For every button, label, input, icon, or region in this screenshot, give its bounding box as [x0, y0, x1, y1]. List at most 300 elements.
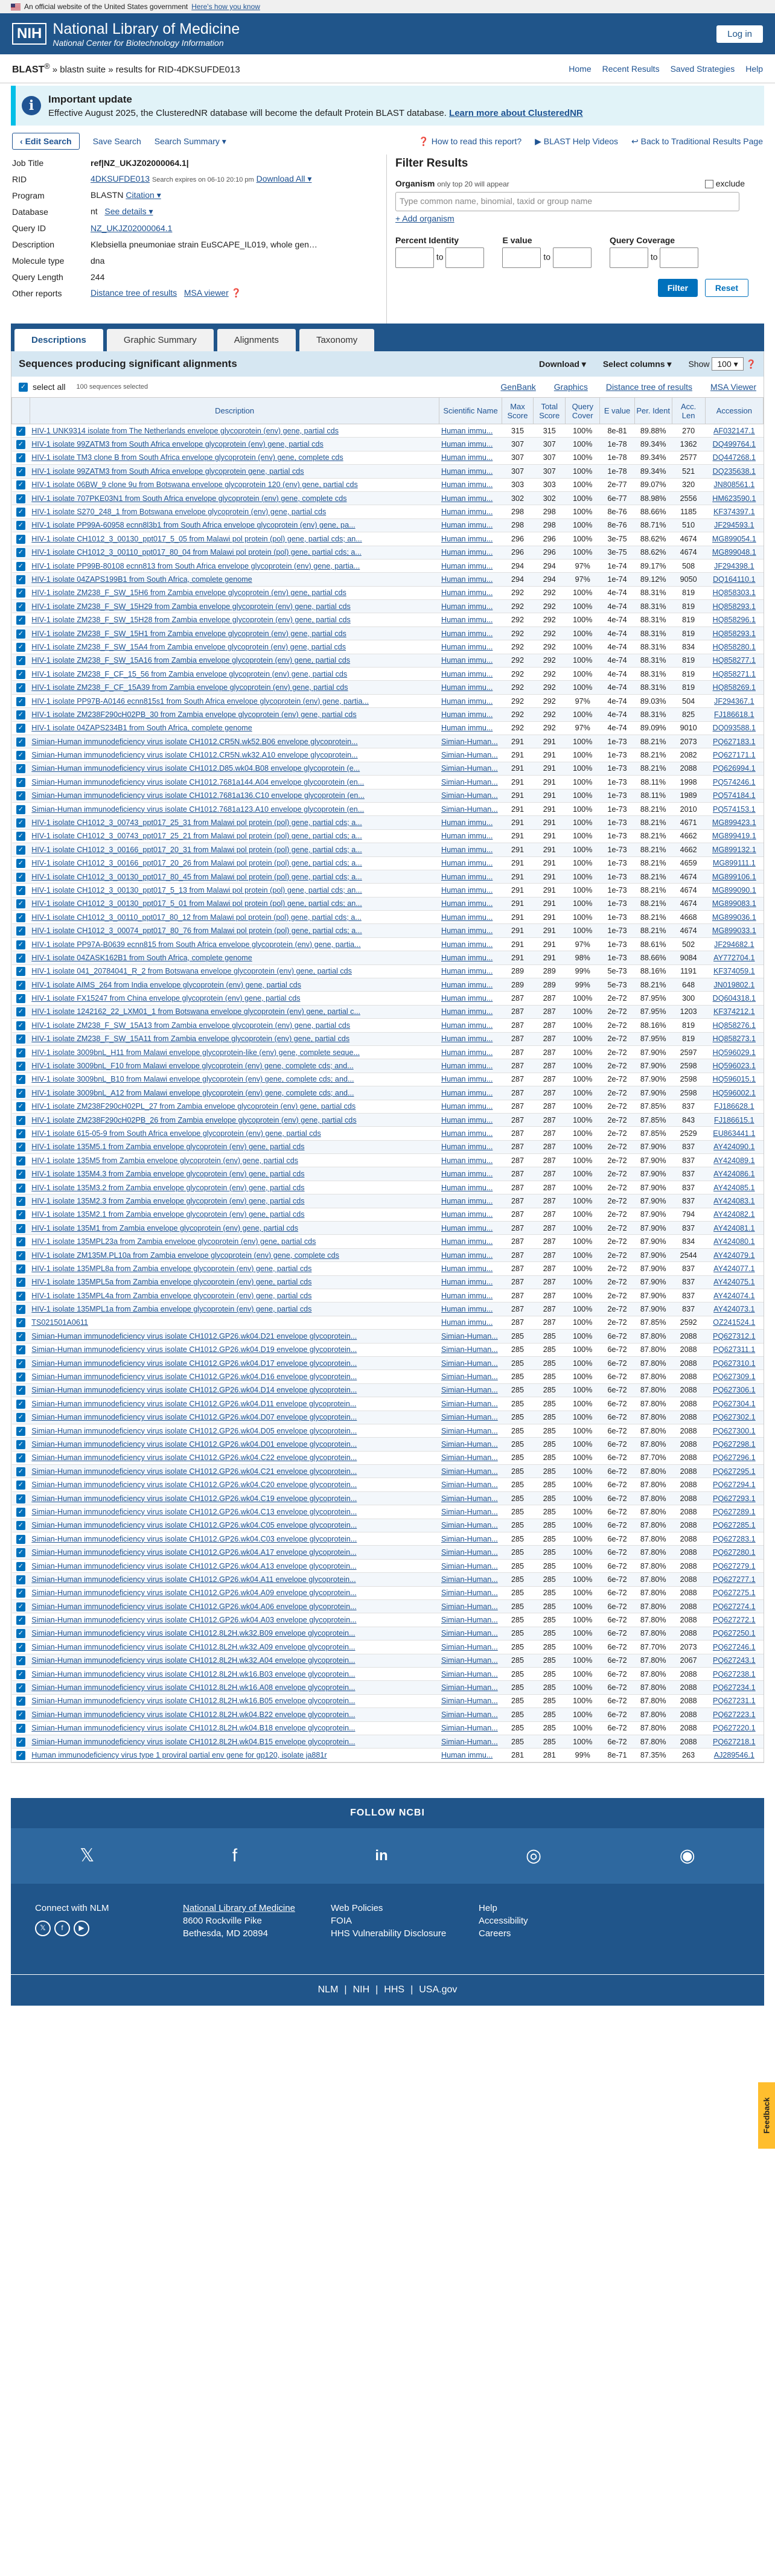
row-sci-name[interactable]: Human immu... — [439, 1154, 502, 1167]
row-sci-name[interactable]: Human immu... — [439, 1140, 502, 1153]
row-checkbox[interactable]: ✓ — [16, 873, 25, 882]
row-accession[interactable]: HQ596023.1 — [705, 1059, 763, 1073]
row-description[interactable]: Simian-Human immunodeficiency virus isolate CH1012.7681a123.A10 envelope glycoprotein (en... — [30, 802, 439, 815]
row-checkbox[interactable]: ✓ — [16, 710, 25, 719]
row-checkbox[interactable]: ✓ — [16, 1089, 25, 1098]
row-sci-name[interactable]: Human immu... — [439, 1113, 502, 1126]
row-accession[interactable]: PQ627243.1 — [705, 1654, 763, 1667]
save-search-link[interactable]: Save Search — [92, 136, 141, 146]
row-description[interactable]: HIV-1 UNK9314 isolate from The Netherlands envelope glycoprotein (env) gene, partial cds — [30, 424, 439, 438]
distance-tree-link[interactable]: Distance tree of results — [91, 288, 177, 298]
row-sci-name[interactable]: Human immu... — [439, 613, 502, 626]
filter-button[interactable]: Filter — [658, 279, 698, 297]
row-checkbox[interactable]: ✓ — [16, 656, 25, 665]
row-accession[interactable]: JN808561.1 — [705, 478, 763, 491]
row-accession[interactable]: PQ627279.1 — [705, 1559, 763, 1572]
row-sci-name[interactable]: Simian-Human... — [439, 735, 502, 748]
row-description[interactable]: HIV-1 isolate ZM238F290cH02PL_27 from Zambia envelope glycoprotein (env) gene, partial cds — [30, 1100, 439, 1113]
row-accession[interactable]: PQ574184.1 — [705, 789, 763, 802]
row-sci-name[interactable]: Human immu... — [439, 546, 502, 559]
row-accession[interactable]: HQ858293.1 — [705, 626, 763, 640]
row-description[interactable]: HIV-1 isolate 04ZASK162B1 from South Africa, complete genome — [30, 951, 439, 964]
row-accession[interactable]: PQ627275.1 — [705, 1586, 763, 1599]
row-sci-name[interactable]: Simian-Human... — [439, 748, 502, 762]
row-sci-name[interactable]: Human immu... — [439, 532, 502, 546]
row-checkbox[interactable]: ✓ — [16, 1129, 25, 1138]
row-checkbox[interactable]: ✓ — [16, 1738, 25, 1747]
row-checkbox[interactable]: ✓ — [16, 683, 25, 692]
tab-alignments[interactable]: Alignments — [217, 329, 296, 351]
row-checkbox[interactable]: ✓ — [16, 670, 25, 679]
row-description[interactable]: Simian-Human immunodeficiency virus isolate CH1012.GP26.wk04.D14 envelope glycoprotein... — [30, 1383, 439, 1397]
row-accession[interactable]: PQ574153.1 — [705, 802, 763, 815]
row-checkbox[interactable]: ✓ — [16, 1453, 25, 1462]
row-sci-name[interactable]: Human immu... — [439, 518, 502, 532]
row-sci-name[interactable]: Human immu... — [439, 668, 502, 681]
row-accession[interactable]: DQ164110.1 — [705, 573, 763, 586]
row-checkbox[interactable]: ✓ — [16, 616, 25, 625]
row-checkbox[interactable]: ✓ — [16, 562, 25, 571]
row-accession[interactable]: EU863441.1 — [705, 1127, 763, 1140]
row-checkbox[interactable]: ✓ — [16, 1575, 25, 1584]
row-description[interactable]: HIV-1 isolate CH1012_3_00166_ppt017_20_26 from Malawi pol protein (pol) gene, partial cds; a... — [30, 856, 439, 870]
row-checkbox[interactable]: ✓ — [16, 1683, 25, 1692]
row-description[interactable]: HIV-1 isolate CH1012_3_00130_ppt017_5_13 from Malawi pol protein (pol) gene, partial cds; an... — [30, 884, 439, 897]
row-description[interactable]: HIV-1 isolate 3009bnL_B10 from Malawi envelope glycoprotein (env) gene, complete cds; and... — [30, 1073, 439, 1086]
col-total-score[interactable]: Total Score — [534, 398, 566, 424]
row-sci-name[interactable]: Simian-Human... — [439, 1491, 502, 1505]
row-checkbox[interactable]: ✓ — [16, 480, 25, 489]
nav-home[interactable]: Home — [569, 63, 592, 74]
row-accession[interactable]: AY424083.1 — [705, 1194, 763, 1208]
details-link[interactable]: See details ▾ — [104, 206, 153, 216]
row-description[interactable]: HIV-1 isolate PP97B-A0146 ecnn815s1 from South Africa envelope glycoprotein (env) gene, partia... — [30, 694, 439, 707]
qc-min-input[interactable] — [610, 247, 648, 268]
row-description[interactable]: Simian-Human immunodeficiency virus isolate CH1012.CR5N.wk52.B06 envelope glycoprotein... — [30, 735, 439, 748]
row-description[interactable]: HIV-1 isolate 135MPL23a from Zambia envelope glycoprotein (env) gene, partial cds — [30, 1235, 439, 1248]
row-sci-name[interactable]: Simian-Human... — [439, 789, 502, 802]
row-description[interactable]: HIV-1 isolate 3009bnL_H11 from Malawi envelope glycoprotein-like (env) gene, complete seque... — [30, 1045, 439, 1059]
row-accession[interactable]: DQ604318.1 — [705, 992, 763, 1005]
row-description[interactable]: HIV-1 isolate ZM238_F_SW_15A16 from Zambia envelope glycoprotein (env) gene, partial cds — [30, 654, 439, 667]
row-sci-name[interactable]: Human immu... — [439, 626, 502, 640]
row-sci-name[interactable]: Simian-Human... — [439, 1505, 502, 1519]
row-accession[interactable]: PQ627311.1 — [705, 1343, 763, 1356]
row-description[interactable]: Simian-Human immunodeficiency virus isolate CH1012.8L2H.wk16.A08 envelope glycoprotein... — [30, 1681, 439, 1694]
nlm-bottom-link[interactable]: NLM — [317, 1985, 339, 1995]
row-checkbox[interactable]: ✓ — [16, 1170, 25, 1179]
row-description[interactable]: Simian-Human immunodeficiency virus isolate CH1012.GP26.wk04.A13 envelope glycoprotein... — [30, 1559, 439, 1572]
row-sci-name[interactable]: Simian-Human... — [439, 762, 502, 775]
row-accession[interactable]: PQ627231.1 — [705, 1694, 763, 1707]
twitter-icon[interactable]: 𝕏 — [35, 1921, 51, 1936]
row-description[interactable]: Simian-Human immunodeficiency virus isolate CH1012.8L2H.wk32.B09 envelope glycoprotein... — [30, 1627, 439, 1640]
row-checkbox[interactable]: ✓ — [16, 751, 25, 760]
row-sci-name[interactable]: Simian-Human... — [439, 1438, 502, 1451]
row-accession[interactable]: HQ858271.1 — [705, 668, 763, 681]
row-description[interactable]: Simian-Human immunodeficiency virus isolate CH1012.GP26.wk04.D01 envelope glycoprotein... — [30, 1438, 439, 1451]
row-checkbox[interactable]: ✓ — [16, 724, 25, 733]
row-sci-name[interactable]: Simian-Human... — [439, 1370, 502, 1383]
row-checkbox[interactable]: ✓ — [16, 1427, 25, 1436]
row-description[interactable]: HIV-1 isolate 1242162_22_LXM01_1 from Botswana envelope glycoprotein (env) gene, partial c... — [30, 1005, 439, 1018]
row-checkbox[interactable]: ✓ — [16, 818, 25, 827]
row-accession[interactable]: JF294398.1 — [705, 559, 763, 572]
gov-link[interactable]: Here's how you know — [191, 2, 260, 11]
row-checkbox[interactable]: ✓ — [16, 1184, 25, 1193]
row-checkbox[interactable]: ✓ — [16, 1481, 25, 1490]
row-sci-name[interactable]: Human immu... — [439, 491, 502, 505]
msa-viewer-link[interactable]: MSA Viewer — [710, 382, 756, 392]
row-accession[interactable]: AY424089.1 — [705, 1154, 763, 1167]
row-description[interactable]: HIV-1 isolate FX15247 from China envelope glycoprotein (env) gene, partial cds — [30, 992, 439, 1005]
row-checkbox[interactable]: ✓ — [16, 1224, 25, 1233]
row-sci-name[interactable]: Simian-Human... — [439, 1343, 502, 1356]
row-description[interactable]: Simian-Human immunodeficiency virus isolate CH1012.GP26.wk04.D19 envelope glycoprotein... — [30, 1343, 439, 1356]
col-acc-len[interactable]: Acc. Len — [672, 398, 705, 424]
col-scientific-name[interactable]: Scientific Name — [439, 398, 502, 424]
pid-min-input[interactable] — [395, 247, 434, 268]
row-accession[interactable]: PQ627171.1 — [705, 748, 763, 762]
row-checkbox[interactable]: ✓ — [16, 1562, 25, 1571]
row-accession[interactable]: MG899054.1 — [705, 532, 763, 546]
edit-search-button[interactable]: ‹ Edit Search — [12, 133, 80, 150]
row-sci-name[interactable]: Human immu... — [439, 964, 502, 978]
row-description[interactable]: Simian-Human immunodeficiency virus isolate CH1012.8L2H.wk04.B22 envelope glycoprotein... — [30, 1708, 439, 1721]
row-description[interactable]: HIV-1 isolate PP99B-80108 ecnn813 from South Africa envelope glycoprotein (env) gene, partia... — [30, 559, 439, 572]
tab-descriptions[interactable]: Descriptions — [14, 329, 103, 351]
row-description[interactable]: HIV-1 isolate CH1012_3_00130_ppt017_80_45 from Malawi pol protein (pol) gene, partial cds; a... — [30, 870, 439, 883]
row-accession[interactable]: HQ596029.1 — [705, 1045, 763, 1059]
graphics-link[interactable]: Graphics — [553, 382, 588, 392]
row-sci-name[interactable]: Simian-Human... — [439, 1613, 502, 1627]
row-accession[interactable]: PQ627218.1 — [705, 1735, 763, 1748]
row-description[interactable]: HIV-1 isolate 135M2.3 from Zambia envelope glycoprotein (env) gene, partial cds — [30, 1194, 439, 1208]
row-checkbox[interactable]: ✓ — [16, 1048, 25, 1057]
row-checkbox[interactable]: ✓ — [16, 1386, 25, 1395]
row-description[interactable]: HIV-1 isolate ZM238_F_SW_15H29 from Zambia envelope glycoprotein (env) gene, partial cds — [30, 600, 439, 613]
row-description[interactable]: HIV-1 isolate ZM238_F_SW_15A11 from Zambia envelope glycoprotein (env) gene, partial cds — [30, 1032, 439, 1045]
download-all[interactable]: Download All ▾ — [256, 174, 312, 183]
row-description[interactable]: Simian-Human immunodeficiency virus isolate CH1012.GP26.wk04.D17 envelope glycoprotein... — [30, 1356, 439, 1369]
row-accession[interactable]: HM623590.1 — [705, 491, 763, 505]
row-checkbox[interactable]: ✓ — [16, 1143, 25, 1152]
row-accession[interactable]: PQ627285.1 — [705, 1519, 763, 1532]
row-sci-name[interactable]: Human immu... — [439, 573, 502, 586]
row-checkbox[interactable]: ✓ — [16, 1751, 25, 1760]
row-accession[interactable]: PQ627310.1 — [705, 1356, 763, 1369]
row-sci-name[interactable]: Simian-Human... — [439, 802, 502, 815]
row-sci-name[interactable]: Simian-Human... — [439, 1383, 502, 1397]
hhs-disclosure-link[interactable]: HHS Vulnerability Disclosure — [331, 1928, 447, 1939]
row-sci-name[interactable]: Human immu... — [439, 1235, 502, 1248]
row-accession[interactable]: PQ627294.1 — [705, 1478, 763, 1491]
row-checkbox[interactable]: ✓ — [16, 1035, 25, 1044]
row-description[interactable]: HIV-1 isolate ZM238_F_CF_15_56 from Zambia envelope glycoprotein (env) gene, partial cds — [30, 668, 439, 681]
row-checkbox[interactable]: ✓ — [16, 508, 25, 517]
row-sci-name[interactable]: Simian-Human... — [439, 1735, 502, 1748]
tab-taxonomy[interactable]: Taxonomy — [299, 329, 374, 351]
row-description[interactable]: HIV-1 isolate ZM238_F_SW_15A4 from Zambia envelope glycoprotein (env) gene, partial cds — [30, 640, 439, 654]
row-checkbox[interactable]: ✓ — [16, 1251, 25, 1260]
row-checkbox[interactable]: ✓ — [16, 899, 25, 908]
row-description[interactable]: HIV-1 isolate CH1012_3_00743_ppt017_25_31 from Malawi pol protein (pol) gene, partial cds; a... — [30, 816, 439, 829]
col-max-score[interactable]: Max Score — [502, 398, 534, 424]
row-description[interactable]: Simian-Human immunodeficiency virus isolate CH1012.GP26.wk04.D16 envelope glycoprotein... — [30, 1370, 439, 1383]
row-accession[interactable]: HQ596015.1 — [705, 1073, 763, 1086]
row-accession[interactable]: DQ499764.1 — [705, 438, 763, 451]
row-accession[interactable]: AY424082.1 — [705, 1208, 763, 1221]
genbank-link[interactable]: GenBank — [500, 382, 536, 392]
row-accession[interactable]: HQ858273.1 — [705, 1032, 763, 1045]
row-accession[interactable]: PQ627246.1 — [705, 1640, 763, 1654]
row-checkbox[interactable]: ✓ — [16, 1710, 25, 1720]
row-description[interactable]: Simian-Human immunodeficiency virus isolate CH1012.GP26.wk04.D11 envelope glycoprotein... — [30, 1397, 439, 1411]
row-sci-name[interactable]: Human immu... — [439, 951, 502, 964]
row-sci-name[interactable]: Human immu... — [439, 1005, 502, 1018]
row-checkbox[interactable]: ✓ — [16, 886, 25, 895]
row-description[interactable]: Simian-Human immunodeficiency virus isolate CH1012.GP26.wk04.C13 envelope glycoprotein... — [30, 1505, 439, 1519]
row-sci-name[interactable]: Human immu... — [439, 870, 502, 883]
row-checkbox[interactable]: ✓ — [16, 1535, 25, 1544]
row-checkbox[interactable]: ✓ — [16, 1318, 25, 1327]
row-checkbox[interactable]: ✓ — [16, 1413, 25, 1422]
row-sci-name[interactable]: Human immu... — [439, 829, 502, 843]
row-checkbox[interactable]: ✓ — [16, 1345, 25, 1354]
row-accession[interactable]: KF374059.1 — [705, 964, 763, 978]
row-sci-name[interactable]: Human immu... — [439, 465, 502, 478]
row-description[interactable]: HIV-1 isolate CH1012_3_00743_ppt017_25_21 from Malawi pol protein (pol) gene, partial cds; a... — [30, 829, 439, 843]
query-id-link[interactable]: NZ_UKJZ02000064.1 — [91, 223, 173, 233]
row-sci-name[interactable]: Human immu... — [439, 1248, 502, 1261]
feedback-button[interactable]: Feedback — [758, 2082, 775, 2149]
row-sci-name[interactable]: Human immu... — [439, 1059, 502, 1073]
col-description[interactable]: Description — [30, 398, 439, 424]
row-checkbox[interactable]: ✓ — [16, 846, 25, 855]
row-checkbox[interactable]: ✓ — [16, 1697, 25, 1706]
linkedin-icon[interactable]: in — [375, 1847, 388, 1864]
row-sci-name[interactable]: Human immu... — [439, 1127, 502, 1140]
row-sci-name[interactable]: Human immu... — [439, 600, 502, 613]
row-sci-name[interactable]: Simian-Human... — [439, 1681, 502, 1694]
row-checkbox[interactable]: ✓ — [16, 1508, 25, 1517]
row-description[interactable]: HIV-1 isolate 04ZAPS199B1 from South Africa, complete genome — [30, 573, 439, 586]
row-description[interactable]: Human immunodeficiency virus type 1 proviral partial env gene for gp120, isolate ja881r — [30, 1749, 439, 1762]
banner-link[interactable]: Learn more about ClusteredNR — [449, 107, 583, 118]
row-checkbox[interactable]: ✓ — [16, 1332, 25, 1341]
row-sci-name[interactable]: Human immu... — [439, 1032, 502, 1045]
row-sci-name[interactable]: Simian-Human... — [439, 1573, 502, 1586]
row-sci-name[interactable]: Human immu... — [439, 1045, 502, 1059]
row-accession[interactable]: PQ627183.1 — [705, 735, 763, 748]
help-videos-link[interactable] — [535, 136, 618, 147]
row-accession[interactable]: HQ858303.1 — [705, 586, 763, 599]
qc-max-input[interactable] — [660, 247, 698, 268]
facebook-icon[interactable]: f — [54, 1921, 70, 1936]
row-checkbox[interactable]: ✓ — [16, 1156, 25, 1165]
row-sci-name[interactable]: Simian-Human... — [439, 1654, 502, 1667]
row-sci-name[interactable]: Human immu... — [439, 654, 502, 667]
ev-max-input[interactable] — [553, 247, 592, 268]
row-description[interactable]: HIV-1 isolate 135MPL8a from Zambia envelope glycoprotein (env) gene, partial cds — [30, 1262, 439, 1275]
row-accession[interactable]: PQ627300.1 — [705, 1424, 763, 1437]
row-accession[interactable]: PQ627309.1 — [705, 1370, 763, 1383]
col-accession[interactable]: Accession — [705, 398, 763, 424]
row-sci-name[interactable]: Simian-Human... — [439, 1559, 502, 1572]
row-description[interactable]: TS021501A0611 — [30, 1316, 439, 1329]
foia-link[interactable]: FOIA — [331, 1915, 352, 1926]
row-sci-name[interactable]: Human immu... — [439, 1194, 502, 1208]
row-description[interactable]: HIV-1 isolate 615-05-9 from South Africa envelope glycoprotein (env) gene, partial cds — [30, 1127, 439, 1140]
row-sci-name[interactable]: Human immu... — [439, 978, 502, 992]
row-description[interactable]: HIV-1 isolate PP97A-B0639 ecnn815 from South Africa envelope glycoprotein (env) gene, partia... — [30, 937, 439, 951]
row-accession[interactable]: AY424090.1 — [705, 1140, 763, 1153]
row-description[interactable]: HIV-1 isolate ZM135M.PL10a from Zambia envelope glycoprotein (env) gene, complete cds — [30, 1248, 439, 1261]
row-description[interactable]: Simian-Human immunodeficiency virus isolate CH1012.GP26.wk04.A03 envelope glycoprotein... — [30, 1613, 439, 1627]
row-accession[interactable]: MG899106.1 — [705, 870, 763, 883]
row-description[interactable]: HIV-1 isolate 135MPL1a from Zambia envelope glycoprotein (env) gene, partial cds — [30, 1302, 439, 1316]
row-description[interactable]: HIV-1 isolate PP99A-60958 ecnn8l3b1 from South Africa envelope glycoprotein (env) gene, pa... — [30, 518, 439, 532]
row-checkbox[interactable]: ✓ — [16, 738, 25, 747]
row-accession[interactable]: JN019802.1 — [705, 978, 763, 992]
row-description[interactable]: HIV-1 isolate 06BW_9 clone 9u from Botswana envelope glycoprotein 120 (env) gene, partial cds — [30, 478, 439, 491]
row-checkbox[interactable]: ✓ — [16, 1278, 25, 1287]
row-description[interactable]: HIV-1 isolate CH1012_3_00110_ppt017_80_04 from Malawi pol protein (pol) gene, partial cds; a... — [30, 546, 439, 559]
accessibility-link[interactable]: Accessibility — [479, 1915, 528, 1926]
row-checkbox[interactable]: ✓ — [16, 697, 25, 706]
row-description[interactable]: Simian-Human immunodeficiency virus isolate CH1012.GP26.wk04.C05 envelope glycoprotein... — [30, 1519, 439, 1532]
row-accession[interactable]: PQ627223.1 — [705, 1708, 763, 1721]
row-sci-name[interactable]: Human immu... — [439, 924, 502, 937]
row-accession[interactable]: MG899036.1 — [705, 911, 763, 924]
row-description[interactable]: HIV-1 isolate 135M3.2 from Zambia envelope glycoprotein (env) gene, partial cds — [30, 1181, 439, 1194]
usagov-bottom-link[interactable]: USA.gov — [419, 1985, 458, 1995]
row-description[interactable]: HIV-1 isolate 3009bnL_A12 from Malawi envelope glycoprotein (env) gene, complete cds; and... — [30, 1086, 439, 1100]
row-sci-name[interactable]: Simian-Human... — [439, 1424, 502, 1437]
tab-graphic-summary[interactable]: Graphic Summary — [107, 329, 214, 351]
row-sci-name[interactable]: Human immu... — [439, 897, 502, 910]
row-checkbox[interactable]: ✓ — [16, 1643, 25, 1652]
row-accession[interactable]: PQ627304.1 — [705, 1397, 763, 1411]
row-sci-name[interactable]: Human immu... — [439, 505, 502, 518]
col-query-cover[interactable]: Query Cover — [566, 398, 600, 424]
row-accession[interactable]: MG899419.1 — [705, 829, 763, 843]
row-checkbox[interactable]: ✓ — [16, 926, 25, 936]
row-description[interactable]: HIV-1 isolate 135M2.1 from Zambia envelope glycoprotein (env) gene, partial cds — [30, 1208, 439, 1221]
row-accession[interactable]: PQ627295.1 — [705, 1465, 763, 1478]
row-description[interactable]: HIV-1 isolate 135MPL5a from Zambia envelope glycoprotein (env) gene, partial cds — [30, 1275, 439, 1289]
row-checkbox[interactable]: ✓ — [16, 1305, 25, 1314]
row-sci-name[interactable]: Human immu... — [439, 1167, 502, 1181]
show-count-select[interactable]: 100 ▾ — [712, 357, 743, 371]
row-accession[interactable]: PQ627280.1 — [705, 1546, 763, 1559]
row-sci-name[interactable]: Simian-Human... — [439, 1465, 502, 1478]
distance-tree-link[interactable]: Distance tree of results — [605, 382, 692, 392]
youtube-icon[interactable]: ▶ — [74, 1921, 89, 1936]
row-checkbox[interactable]: ✓ — [16, 1210, 25, 1219]
row-description[interactable]: HIV-1 isolate ZM238_F_SW_15A13 from Zambia envelope glycoprotein (env) gene, partial cds — [30, 1019, 439, 1032]
row-accession[interactable]: OZ241524.1 — [705, 1316, 763, 1329]
row-sci-name[interactable]: Human immu... — [439, 1100, 502, 1113]
row-accession[interactable]: PQ627283.1 — [705, 1532, 763, 1546]
row-sci-name[interactable]: Human immu... — [439, 1749, 502, 1762]
row-sci-name[interactable]: Simian-Human... — [439, 1397, 502, 1411]
row-sci-name[interactable]: Simian-Human... — [439, 1599, 502, 1613]
row-sci-name[interactable]: Simian-Human... — [439, 1519, 502, 1532]
row-description[interactable]: Simian-Human immunodeficiency virus isolate CH1012.GP26.wk04.D07 envelope glycoprotein... — [30, 1411, 439, 1424]
row-sci-name[interactable]: Human immu... — [439, 856, 502, 870]
row-sci-name[interactable]: Simian-Human... — [439, 1330, 502, 1343]
row-accession[interactable]: AY424077.1 — [705, 1262, 763, 1275]
row-accession[interactable]: KF374397.1 — [705, 505, 763, 518]
row-description[interactable]: Simian-Human immunodeficiency virus isolate CH1012.8L2H.wk32.A04 envelope glycoprotein... — [30, 1654, 439, 1667]
row-checkbox[interactable]: ✓ — [16, 535, 25, 544]
twitter-icon[interactable]: 𝕏 — [80, 1846, 95, 1866]
row-accession[interactable]: HQ858276.1 — [705, 1019, 763, 1032]
select-all-checkbox[interactable]: ✓ — [19, 383, 28, 392]
row-checkbox[interactable]: ✓ — [16, 1548, 25, 1557]
row-accession[interactable]: PQ627220.1 — [705, 1721, 763, 1735]
row-description[interactable]: Simian-Human immunodeficiency virus isolate CH1012.GP26.wk04.D05 envelope glycoprotein... — [30, 1424, 439, 1437]
blast-home-link[interactable]: BLAST — [12, 64, 45, 75]
row-accession[interactable]: HQ858293.1 — [705, 600, 763, 613]
row-checkbox[interactable]: ✓ — [16, 981, 25, 990]
row-checkbox[interactable]: ✓ — [16, 1616, 25, 1625]
row-description[interactable]: Simian-Human immunodeficiency virus isolate CH1012.8L2H.wk16.B03 envelope glycoprotein... — [30, 1667, 439, 1680]
row-accession[interactable]: PQ627302.1 — [705, 1411, 763, 1424]
organism-input[interactable]: Type common name, binomial, taxid or group name — [395, 192, 739, 211]
nav-saved[interactable]: Saved Strategies — [670, 63, 735, 74]
row-description[interactable]: HIV-1 isolate 135M4.3 from Zambia envelope glycoprotein (env) gene, partial cds — [30, 1167, 439, 1181]
row-accession[interactable]: PQ627289.1 — [705, 1505, 763, 1519]
row-description[interactable]: HIV-1 isolate 99ZATM3 from South Africa envelope glycoprotein (env) gene, partial cds — [30, 438, 439, 451]
careers-link[interactable]: Careers — [479, 1928, 511, 1939]
row-checkbox[interactable]: ✓ — [16, 1062, 25, 1071]
row-accession[interactable]: PQ627274.1 — [705, 1599, 763, 1613]
row-accession[interactable]: PQ627277.1 — [705, 1573, 763, 1586]
row-sci-name[interactable]: Human immu... — [439, 708, 502, 721]
row-description[interactable]: HIV-1 isolate 135M5.1 from Zambia envelope glycoprotein (env) gene, partial cds — [30, 1140, 439, 1153]
web-policies-link[interactable]: Web Policies — [331, 1902, 383, 1913]
row-accession[interactable]: AY772704.1 — [705, 951, 763, 964]
row-description[interactable]: HIV-1 isolate ZM238F290cH02PB_26 from Zambia envelope glycoprotein (env) gene, partial cds — [30, 1113, 439, 1126]
row-description[interactable]: HIV-1 isolate ZM238_F_SW_15H6 from Zambia envelope glycoprotein (env) gene, partial cds — [30, 586, 439, 599]
row-checkbox[interactable]: ✓ — [16, 521, 25, 530]
row-accession[interactable]: PQ574246.1 — [705, 776, 763, 789]
row-accession[interactable]: AY424085.1 — [705, 1181, 763, 1194]
row-description[interactable]: Simian-Human immunodeficiency virus isolate CH1012.8L2H.wk16.B05 envelope glycoprotein... — [30, 1694, 439, 1707]
row-sci-name[interactable]: Human immu... — [439, 640, 502, 654]
row-accession[interactable]: HQ858277.1 — [705, 654, 763, 667]
row-sci-name[interactable]: Human immu... — [439, 937, 502, 951]
row-description[interactable]: HIV-1 isolate 041_20784041_R_2 from Botswana envelope glycoprotein (env) gene, partial cds — [30, 964, 439, 978]
row-accession[interactable]: MG899048.1 — [705, 546, 763, 559]
row-accession[interactable]: PQ627298.1 — [705, 1438, 763, 1451]
row-checkbox[interactable]: ✓ — [16, 588, 25, 598]
row-sci-name[interactable]: Human immu... — [439, 884, 502, 897]
row-description[interactable]: HIV-1 isolate CH1012_3_00130_ppt017_5_01 from Malawi pol protein (pol) gene, partial cds; an... — [30, 897, 439, 910]
row-description[interactable]: Simian-Human immunodeficiency virus isolate CH1012.GP26.wk04.C03 envelope glycoprotein... — [30, 1532, 439, 1546]
row-checkbox[interactable]: ✓ — [16, 805, 25, 814]
row-description[interactable]: HIV-1 isolate 3009bnL_F10 from Malawi envelope glycoprotein (env) gene, complete cds; and... — [30, 1059, 439, 1073]
row-checkbox[interactable]: ✓ — [16, 1007, 25, 1016]
row-sci-name[interactable]: Simian-Human... — [439, 1532, 502, 1546]
row-accession[interactable]: PQ627306.1 — [705, 1383, 763, 1397]
row-description[interactable]: HIV-1 isolate ZM238F290cH02PB_30 from Zambia envelope glycoprotein (env) gene, partial cds — [30, 708, 439, 721]
row-sci-name[interactable]: Human immu... — [439, 424, 502, 438]
row-checkbox[interactable]: ✓ — [16, 1400, 25, 1409]
row-accession[interactable]: HQ858280.1 — [705, 640, 763, 654]
